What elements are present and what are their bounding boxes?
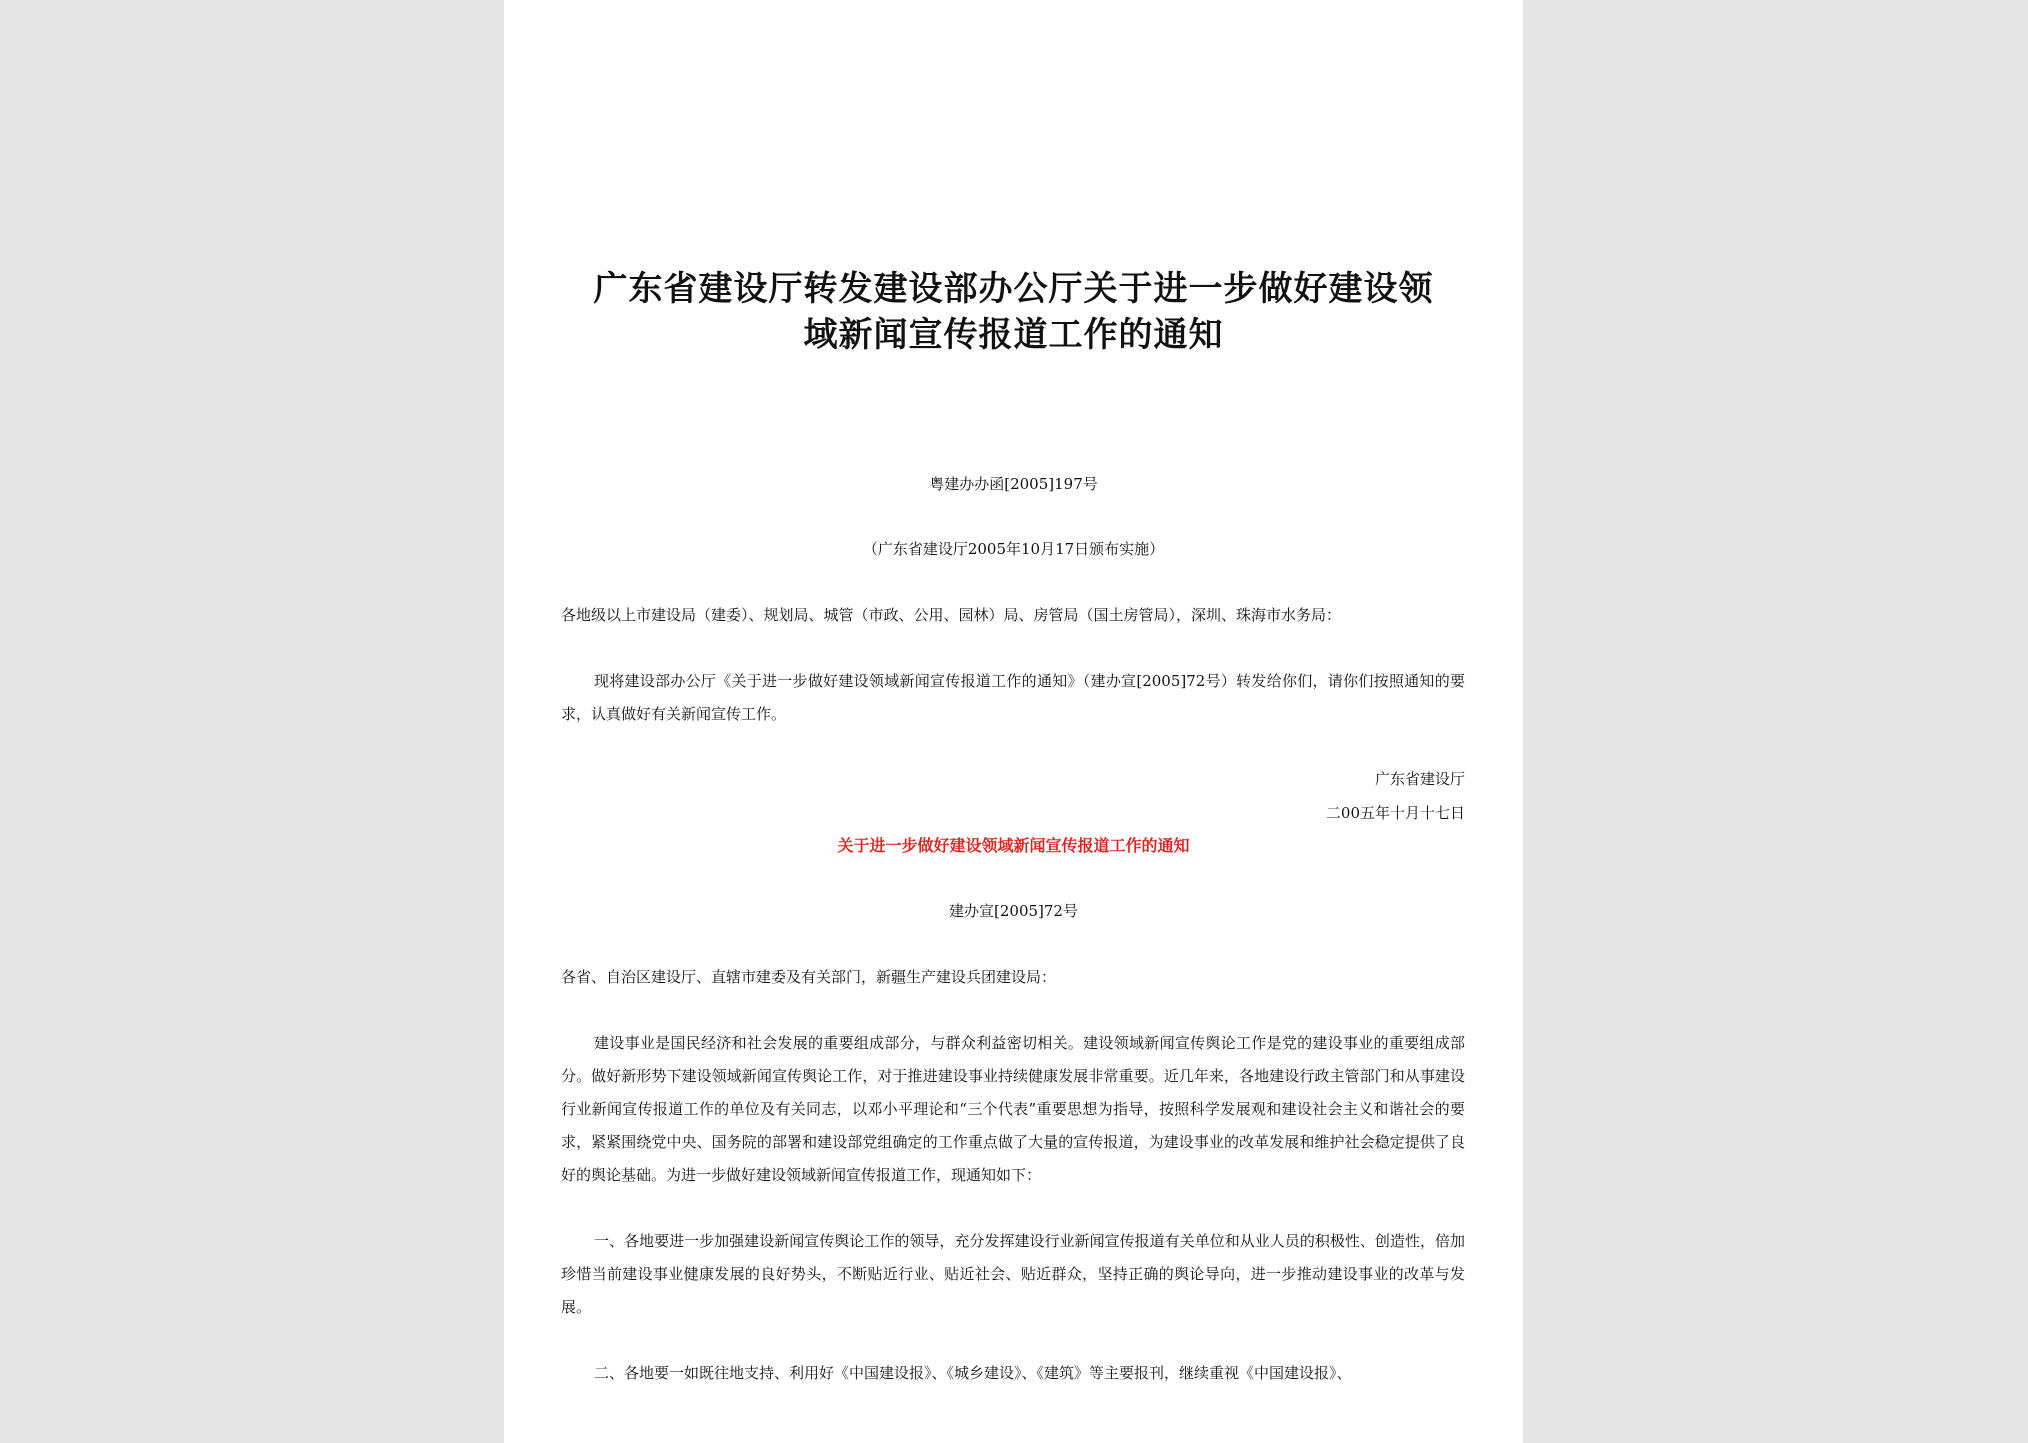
document-title [554,266,1473,358]
sub-recipients: 各省、自治区建设厅、直辖市建委及有关部门，新疆生产建设兵团建设局： [561,968,1057,986]
signature-date: 二00五年十月十七日 [1325,804,1465,822]
body-paragraph-2: 一、各地要进一步加强建设新闻宣传舆论工作的领导，充分发挥建设行业新闻宣传报道有关单位和从业人员的积极性、创造性，倍加珍惜当前建设事业健康发展的良好势头，不断贴近行业、贴近社会、贴近群众，坚持正确的舆论导向，进一步推动建设事业的改革与发展。 [561,1232,1465,1316]
title-line-1: 广东省建设厅转发建设部办公厅关于进一步做好建设领 [593,269,1434,309]
sub-notice-title: 关于进一步做好建设领域新闻宣传报道工作的通知 [837,836,1190,855]
title-line-2: 域新闻宣传报道工作的通知 [803,315,1224,355]
recipients: 各地级以上市建设局（建委）、规划局、城管（市政、公用、园林）局、房管局（国土房管局），深圳、珠海市水务局： [561,606,1342,624]
issue-note: （广东省建设厅2005年10月17日颁布实施） [862,540,1165,558]
forward-paragraph: 现将建设部办公厅《关于进一步做好建设领域新闻宣传报道工作的通知》（建办宣[2005]72号）转发给你们，请你们按照通知的要求，认真做好有关新闻宣传工作。 [561,672,1465,723]
body-paragraph-1: 建设事业是国民经济和社会发展的重要组成部分，与群众利益密切相关。建设领域新闻宣传舆论工作是党的建设事业的重要组成部分。做好新形势下建设领域新闻宣传舆论工作，对于推进建设事业持续健康发展非常重要。近几年来，各地建设行政主管部门和从事建设行业新闻宣传报道工作的单位及有关同志，以邓小平理论和“三个代表”重要思想为指导，按照科学发展观和建设社会主义和谐社会的要求，紧紧围绕党中央、国务院的部署和建设部党组确定的工作重点做了大量的宣传报道，为建设事业的改革发展和维护社会稳定提供了良好的舆论基础。为进一步做好建设领域新闻宣传报道工作，现通知如下： [561,1034,1465,1184]
signature-org: 广东省建设厅 [1374,770,1465,788]
sub-doc-number: 建办宣[2005]72号 [949,902,1078,920]
document-page [504,0,1523,1443]
body-paragraph-3: 二、各地要一如既往地支持、利用好《中国建设报》、《城乡建设》、《建筑》等主要报刊，继续重视《中国建设报》、 [594,1364,1352,1382]
doc-number: 粤建办办函[2005]197号 [929,475,1098,493]
